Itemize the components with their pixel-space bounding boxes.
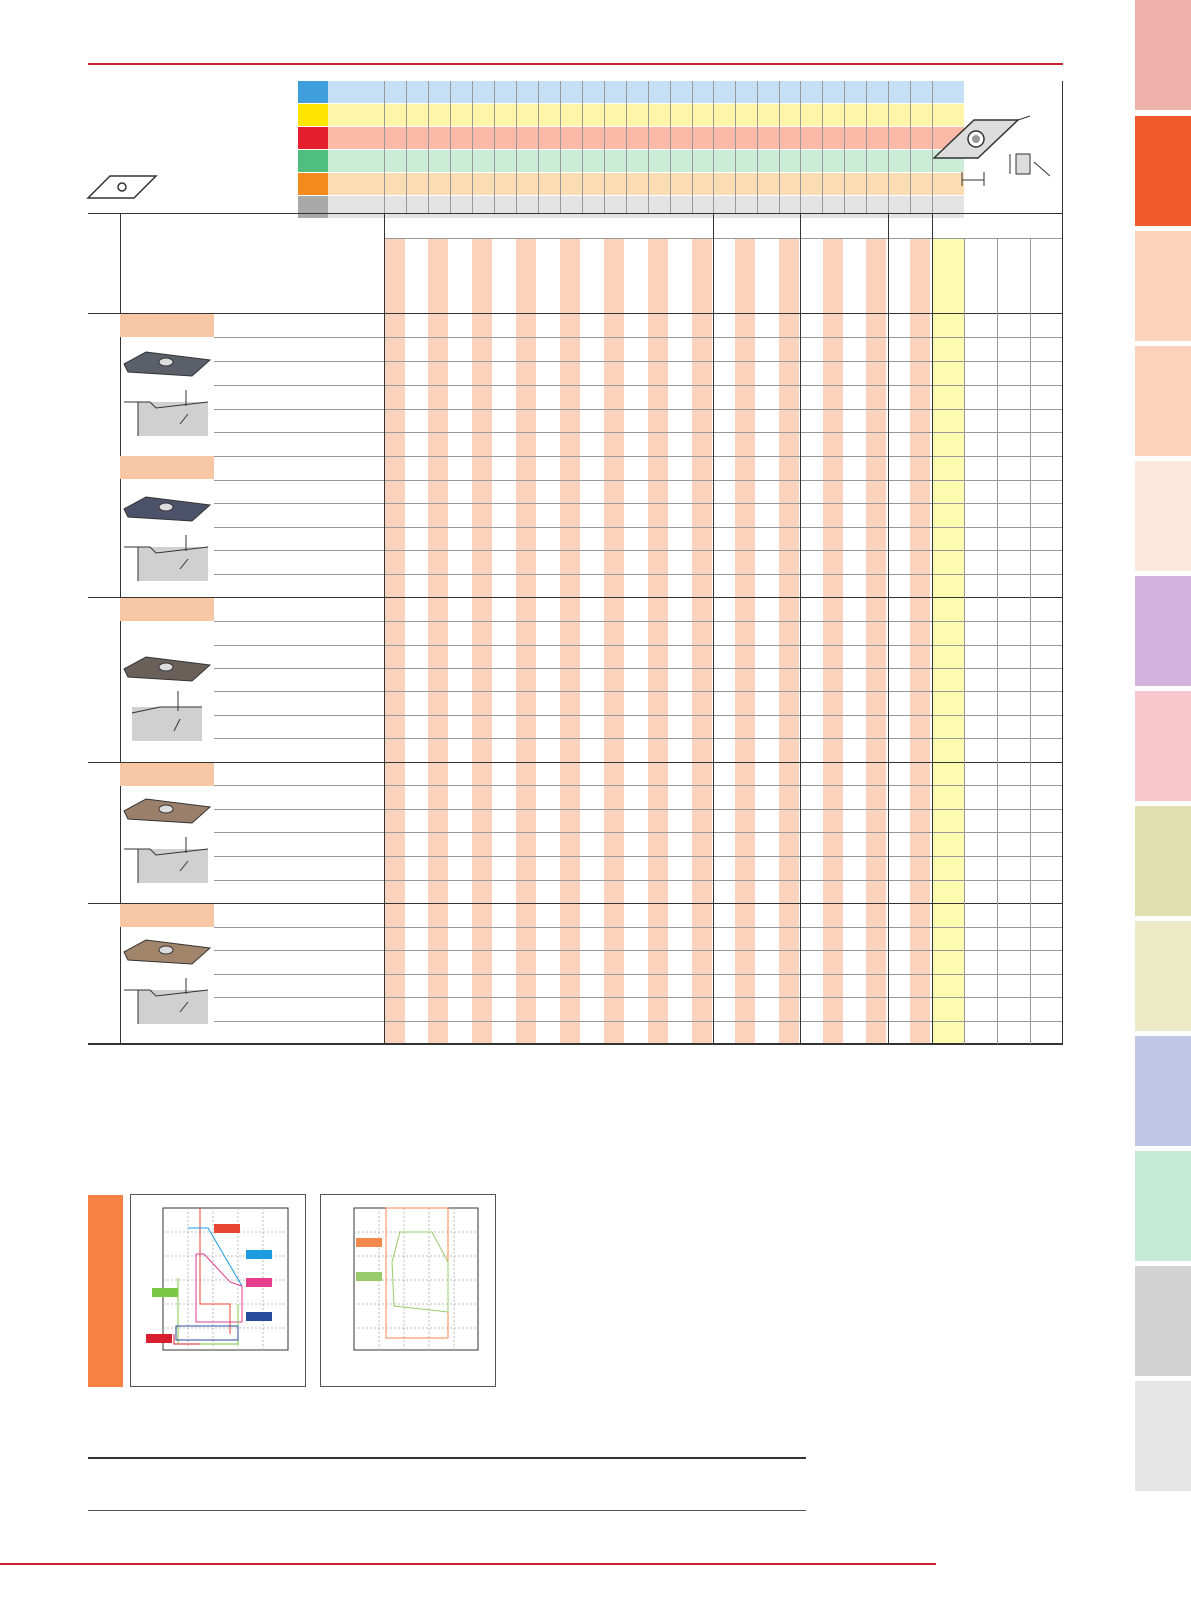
- table-row-line: [214, 456, 1063, 457]
- material-row: [328, 104, 964, 126]
- table-row-line: [214, 574, 1063, 575]
- header-column-line: [822, 81, 823, 213]
- column-line: [964, 238, 965, 1044]
- header-column-line: [888, 81, 889, 213]
- material-swatch: [298, 104, 328, 126]
- column-line: [800, 213, 801, 1044]
- table-row-line: [214, 785, 1063, 786]
- header-column-line: [779, 81, 780, 213]
- table-row-line: [88, 597, 1063, 598]
- table-row-line: [214, 691, 1063, 692]
- table-row-line: [214, 480, 1063, 481]
- header-column-line: [626, 81, 627, 213]
- chipbreaker-application-chart: [130, 1194, 306, 1387]
- cutting-stripe: [866, 239, 886, 1044]
- table-row-line: [214, 997, 1063, 998]
- header-column-line: [648, 81, 649, 213]
- table-row-line: [214, 1021, 1063, 1022]
- header-column-line: [428, 81, 429, 213]
- header-column-line: [844, 81, 845, 213]
- side-tab: [1135, 461, 1191, 571]
- header-column-line: [800, 81, 801, 213]
- cutting-stripe: [692, 239, 712, 1044]
- table-row-line: [214, 950, 1063, 951]
- insert-photo: [120, 797, 212, 887]
- side-tab: [1135, 1036, 1191, 1146]
- header-column-line: [910, 81, 911, 213]
- material-row: [328, 150, 964, 172]
- cutting-stripe: [516, 239, 536, 1044]
- header-column-line: [604, 81, 605, 213]
- body-top-line: [88, 313, 1063, 314]
- insert-dimension-drawing: [932, 110, 1057, 190]
- table-row-line: [214, 809, 1063, 810]
- side-tab: [1135, 691, 1191, 801]
- table-row-line: [214, 432, 1063, 433]
- side-tab: [1135, 1381, 1191, 1491]
- table-row-line: [214, 880, 1063, 881]
- material-row: [328, 81, 964, 103]
- table-row-line: [214, 668, 1063, 669]
- reference-column: [932, 239, 964, 1044]
- header-column-line: [582, 81, 583, 213]
- cutting-stripe: [779, 239, 799, 1044]
- table-row-line: [214, 856, 1063, 857]
- cutting-stripe: [560, 239, 580, 1044]
- table-row-line: [214, 503, 1063, 504]
- table-row-line: [214, 832, 1063, 833]
- cutting-stripe: [385, 239, 405, 1044]
- material-swatch: [298, 150, 328, 172]
- side-tab: [1135, 116, 1191, 226]
- side-tab: [1135, 231, 1191, 341]
- insert-photo: [120, 350, 212, 440]
- insert-photo: [120, 655, 212, 745]
- header-column-line: [670, 81, 671, 213]
- column-line: [384, 213, 385, 1044]
- cutting-stripe: [910, 239, 930, 1044]
- table-row-line: [214, 337, 1063, 338]
- table-row-line: [88, 762, 1063, 763]
- material-swatch: [298, 81, 328, 103]
- cutting-stripe: [604, 239, 624, 1044]
- header-column-line: [560, 81, 561, 213]
- table-row-line: [214, 927, 1063, 928]
- material-swatch: [298, 127, 328, 149]
- side-tab: [1135, 576, 1191, 686]
- header-bottom-line: [88, 213, 1063, 214]
- header-column-line: [866, 81, 867, 213]
- header-column-line: [516, 81, 517, 213]
- column-line: [1030, 238, 1031, 1044]
- side-tab: [1135, 346, 1191, 456]
- table-bottom-line: [88, 1043, 1063, 1045]
- insert-photo: [120, 495, 212, 585]
- side-tab: [1135, 1151, 1191, 1261]
- table-row-line: [214, 645, 1063, 646]
- column-line: [932, 213, 933, 1044]
- header-column-line: [932, 81, 933, 213]
- group-band: [120, 456, 214, 479]
- bottom-rule: [0, 1563, 936, 1565]
- group-band: [120, 314, 214, 337]
- insert-photo: [120, 938, 212, 1028]
- notes-rule-bottom: [88, 1510, 806, 1511]
- material-swatch: [298, 173, 328, 195]
- side-tab: [1135, 1266, 1191, 1376]
- column-line: [888, 213, 889, 1044]
- side-tab: [1135, 921, 1191, 1031]
- cutting-stripe: [428, 239, 448, 1044]
- table-row-line: [214, 409, 1063, 410]
- side-tab: [1135, 806, 1191, 916]
- table-row-line: [214, 715, 1063, 716]
- chart-section-label: [88, 1195, 123, 1387]
- group-band: [120, 904, 214, 927]
- chipbreaker-application-chart: [320, 1194, 496, 1387]
- header-column-line: [384, 81, 385, 213]
- header-column-line: [538, 81, 539, 213]
- header-column-line: [692, 81, 693, 213]
- header-column-line: [406, 81, 407, 213]
- material-row: [328, 196, 964, 218]
- notes-rule-top: [88, 1457, 806, 1459]
- table-row-line: [214, 621, 1063, 622]
- group-band: [120, 763, 214, 786]
- column-line: [713, 213, 714, 1044]
- top-rule: [88, 63, 1063, 65]
- material-row: [328, 127, 964, 149]
- table-row-line: [214, 527, 1063, 528]
- header-column-line: [735, 81, 736, 213]
- header-column-line: [472, 81, 473, 213]
- column-line: [997, 238, 998, 1044]
- header-column-line: [713, 81, 714, 213]
- material-row: [328, 173, 964, 195]
- rhombic-insert-icon: [86, 172, 158, 202]
- cutting-stripe: [823, 239, 843, 1044]
- material-swatch: [298, 196, 328, 218]
- table-row-line: [214, 550, 1063, 551]
- subheader-line: [384, 238, 1063, 239]
- table-row-line: [214, 361, 1063, 362]
- table-right-line: [1062, 81, 1063, 1044]
- table-row-line: [214, 738, 1063, 739]
- header-column-line: [494, 81, 495, 213]
- table-row-line: [214, 385, 1063, 386]
- group-band: [120, 598, 214, 621]
- cutting-stripe: [735, 239, 755, 1044]
- header-column-line: [450, 81, 451, 213]
- table-row-line: [214, 974, 1063, 975]
- side-tab: [1135, 0, 1191, 110]
- cutting-stripe: [472, 239, 492, 1044]
- cutting-stripe: [648, 239, 668, 1044]
- table-row-line: [88, 903, 1063, 904]
- header-column-line: [757, 81, 758, 213]
